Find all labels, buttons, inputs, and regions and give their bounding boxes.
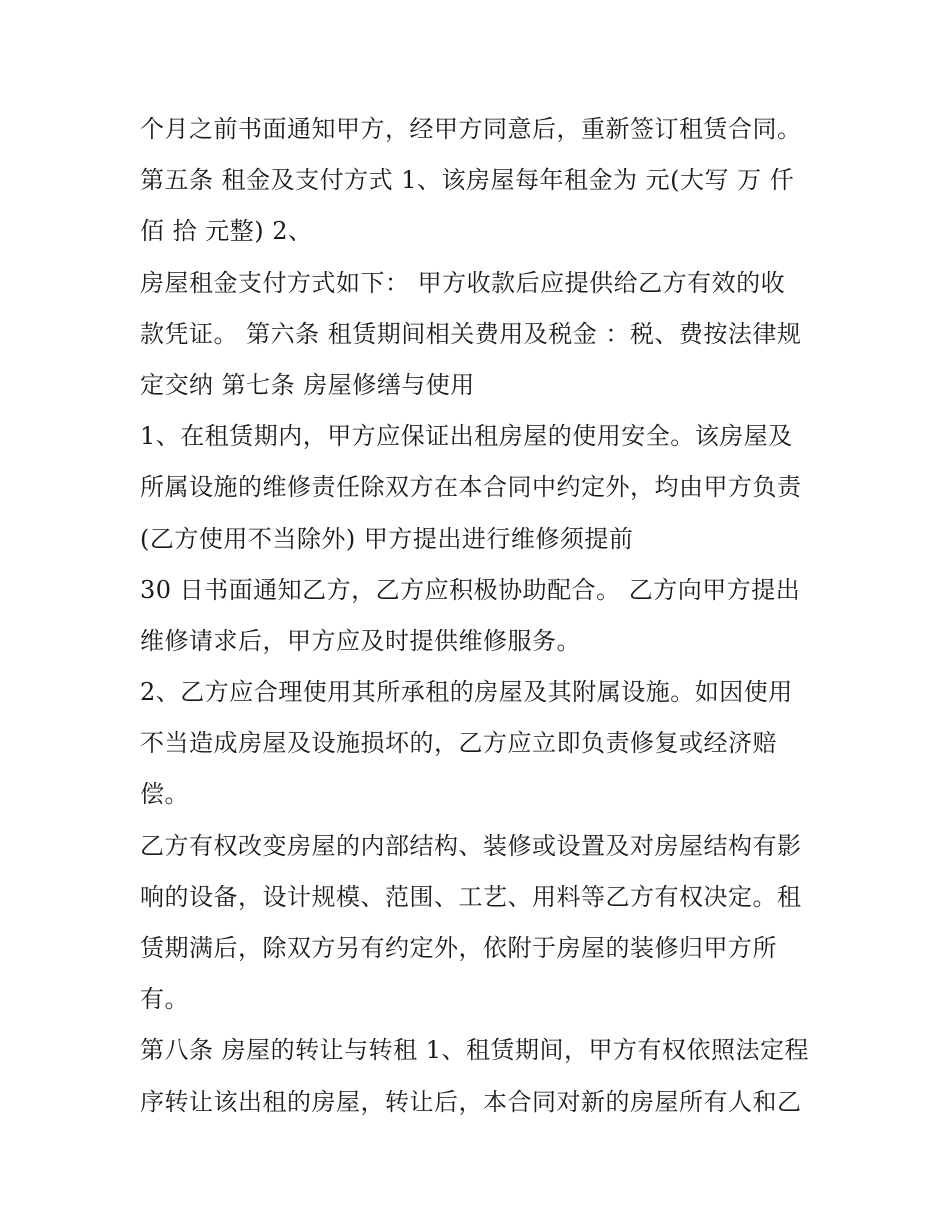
text-line: (乙方使用不当除外) 甲方提出进行维修须提前 [140, 524, 634, 553]
text-line: 第五条 租金及支付方式 1、该房屋每年租金为 元(大写 万 仟 [140, 166, 795, 195]
text-line: 所属设施的维修责任除双方在本合同中约定外，均由甲方负责 [140, 473, 802, 502]
text-line: 30 日书面通知乙方，乙方应积极协助配合。 乙方向甲方提出 [140, 575, 801, 604]
text-line: 序转让该出租的房屋，转让后，本合同对新的房屋所有人和乙 [140, 1087, 802, 1116]
contract-text [140, 104, 830, 1128]
text-line: 不当造成房屋及设施损坏的，乙方应立即负责修复或经济赔 [140, 729, 777, 758]
text-line: 响的设备，设计规模、范围、工艺、用料等乙方有权决定。租 [140, 882, 802, 911]
text-line: 2、乙方应合理使用其所承租的房屋及其附属设施。如因使用 [140, 678, 793, 707]
text-line: 维修请求后，甲方应及时提供维修服务。 [140, 626, 581, 655]
text-line: 有。 [140, 985, 189, 1014]
text-line: 佰 拾 元整) 2、 [140, 217, 313, 246]
text-line: 乙方有权改变房屋的内部结构、装修或设置及对房屋结构有影 [140, 831, 802, 860]
text-line: 偿。 [140, 780, 189, 809]
text-line: 赁期满后，除双方另有约定外，依附于房屋的装修归甲方所 [140, 934, 777, 962]
text-line: 1、在租赁期内，甲方应保证出租房屋的使用安全。该房屋及 [140, 422, 793, 451]
text-line: 定交纳 第七条 房屋修缮与使用 [140, 370, 475, 399]
text-line: 个月之前书面通知甲方，经甲方同意后，重新签订租赁合同。 [140, 115, 802, 143]
text-line: 款凭证。 第六条 租赁期间相关费用及税金 ：税、费按法律规 [140, 319, 802, 348]
text-line: 第八条 房屋的转让与转租 1、租赁期间，甲方有权依照法定程 [140, 1036, 810, 1065]
text-line: 房屋租金支付方式如下： 甲方收款后应提供给乙方有效的收 [140, 268, 786, 297]
